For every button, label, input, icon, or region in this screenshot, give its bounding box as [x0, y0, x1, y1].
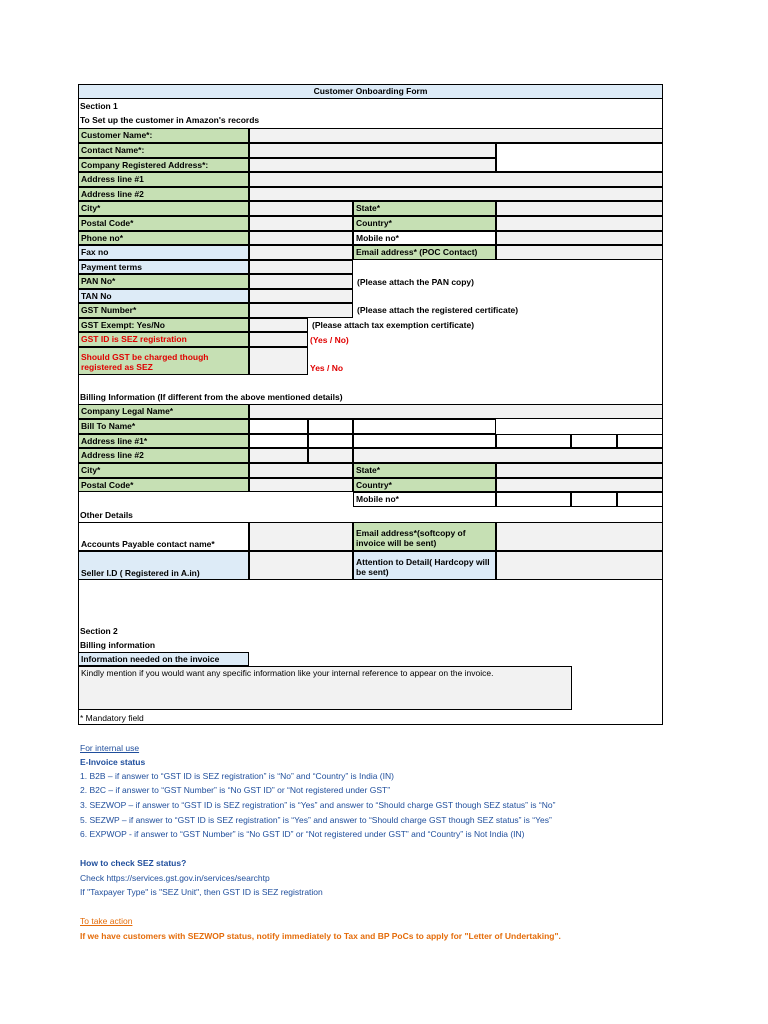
- address-line1-label: Address line #1: [78, 172, 249, 187]
- take-action-text: If we have customers with SEZWOP status, notify immediately to Tax and BP PoCs to apply for "Letter of Undertaking".: [80, 931, 561, 941]
- section1-label: Section 1: [80, 101, 118, 111]
- contact-extra-cell: [496, 143, 663, 172]
- address-line1-field[interactable]: [249, 172, 663, 187]
- b-city-field[interactable]: [249, 463, 353, 478]
- gst-note: (Please attach the registered certificate): [357, 305, 519, 315]
- gst-exempt-label: GST Exempt: Yes/No: [78, 318, 249, 332]
- postal-code-field[interactable]: [249, 216, 353, 231]
- rule-b2b: 1. B2B – if answer to “GST ID is SEZ registration” is “No” and “Country” is India (IN): [80, 771, 394, 781]
- company-legal-label: Company Legal Name*: [78, 404, 249, 419]
- gst-sez-label: GST ID is SEZ registration: [78, 332, 249, 347]
- rule-sezwop: 3. SEZWOP – if answer to “GST ID is SEZ registration” is “Yes” and answer to “Should charge GST though SEZ status” is “No”: [80, 800, 556, 810]
- contact-name-label: Contact Name*:: [78, 143, 249, 158]
- b-postal-field[interactable]: [249, 478, 353, 492]
- take-action-heading: To take action: [80, 916, 133, 926]
- bill-to-cell2[interactable]: [308, 419, 353, 434]
- company-address-label: Company Registered Address*:: [78, 158, 249, 172]
- b-mobile-cell2[interactable]: [571, 492, 617, 507]
- b-address1-cell2[interactable]: [308, 434, 353, 448]
- gst-exempt-field[interactable]: [249, 318, 308, 332]
- sez-if-note: If "Taxpayer Type" is "SEZ Unit", then GST ID is SEZ registration: [80, 887, 323, 897]
- state-label: State*: [353, 201, 496, 216]
- b-address1-cell6[interactable]: [617, 434, 663, 448]
- section1-desc: To Set up the customer in Amazon's records: [80, 115, 260, 125]
- city-label: City*: [78, 201, 249, 216]
- sez-question: How to check SEZ status?: [80, 858, 187, 868]
- invoice-info-field[interactable]: Kindly mention if you would want any specific information like your internal reference to appear on the invoice.: [78, 666, 572, 710]
- email-softcopy-field[interactable]: [496, 522, 663, 551]
- attention-field[interactable]: [496, 551, 663, 580]
- pan-label: PAN No*: [78, 274, 249, 289]
- billing-info-label: Billing information: [80, 640, 156, 650]
- info-invoice-label: Information needed on the invoice: [78, 652, 249, 666]
- phone-label: Phone no*: [78, 231, 249, 245]
- b-country-field[interactable]: [496, 478, 663, 492]
- gst-sez-yesno: (Yes / No): [310, 335, 349, 345]
- pan-note: (Please attach the PAN copy): [357, 277, 474, 287]
- ap-contact-label: Accounts Payable contact name*: [78, 522, 249, 551]
- billing-header: Billing Information (If different from the above mentioned details): [80, 392, 343, 402]
- payment-terms-field[interactable]: [249, 260, 353, 274]
- gst-sez-field[interactable]: [249, 332, 308, 347]
- gst-number-label: GST Number*: [78, 303, 249, 318]
- b-mobile-label: Mobile no*: [353, 492, 496, 507]
- b-address2-cell3[interactable]: [353, 448, 663, 463]
- sez-check-link[interactable]: Check https://services.gst.gov.in/services/searchtp: [80, 873, 270, 883]
- b-address1-cell4[interactable]: [496, 434, 571, 448]
- fax-field[interactable]: [249, 245, 353, 260]
- b-postal-label: Postal Code*: [78, 478, 249, 492]
- b-mobile-cell1[interactable]: [496, 492, 571, 507]
- bill-to-cell1[interactable]: [249, 419, 308, 434]
- company-address-field[interactable]: [249, 158, 496, 172]
- tan-label: TAN No: [78, 289, 249, 303]
- section2-label: Section 2: [80, 626, 118, 636]
- b-state-field[interactable]: [496, 463, 663, 478]
- state-field[interactable]: [496, 201, 663, 216]
- address-line2-field[interactable]: [249, 187, 663, 201]
- bill-to-label: Bill To Name*: [78, 419, 249, 434]
- ap-contact-field[interactable]: [249, 522, 353, 551]
- b-address1-cell1[interactable]: [249, 434, 308, 448]
- attention-label: Attention to Detail( Hardcopy will be sent): [353, 551, 496, 580]
- b-address2-cell2[interactable]: [308, 448, 353, 463]
- customer-name-field[interactable]: [249, 128, 663, 143]
- customer-name-label: Customer Name*:: [78, 128, 249, 143]
- b-address1-cell5[interactable]: [571, 434, 617, 448]
- postal-code-label: Postal Code*: [78, 216, 249, 231]
- b-state-label: State*: [353, 463, 496, 478]
- address-line2-label: Address line #2: [78, 187, 249, 201]
- rule-sezwp: 5. SEZWP – if answer to “GST ID is SEZ registration” is “Yes” and answer to “Should charge GST though SEZ status” is “Yes”: [80, 815, 552, 825]
- rule-expwop: 6. EXPWOP - if answer to “GST Number” is “No GST ID” or “Not registered under GST” and “Country” is Not India (IN): [80, 829, 525, 839]
- b-city-label: City*: [78, 463, 249, 478]
- tan-field[interactable]: [249, 289, 353, 303]
- company-legal-field[interactable]: [249, 404, 663, 419]
- seller-id-field[interactable]: [249, 551, 353, 580]
- contact-name-field[interactable]: [249, 143, 496, 158]
- fax-label: Fax no: [78, 245, 249, 260]
- b-address2-label: Address line #2: [78, 448, 249, 463]
- b-address1-label: Address line #1*: [78, 434, 249, 448]
- pan-field[interactable]: [249, 274, 353, 289]
- email-softcopy-label: Email address*(softcopy of invoice will be sent): [353, 522, 496, 551]
- gst-exempt-note: (Please attach tax exemption certificate): [312, 320, 475, 330]
- city-field[interactable]: [249, 201, 353, 216]
- payment-terms-label: Payment terms: [78, 260, 249, 274]
- gst-charge-field[interactable]: [249, 347, 308, 375]
- phone-field[interactable]: [249, 231, 353, 245]
- form-title: Customer Onboarding Form: [78, 84, 663, 99]
- bill-to-cell3[interactable]: [353, 419, 496, 434]
- mandatory-note: * Mandatory field: [80, 713, 144, 723]
- gst-charge-label: Should GST be charged though registered as SEZ: [78, 347, 249, 375]
- other-details-label: Other Details: [80, 510, 133, 520]
- rule-b2c: 2. B2C – if answer to “GST Number” is “No GST ID” or “Not registered under GST”: [80, 785, 391, 795]
- gst-number-field[interactable]: [249, 303, 353, 318]
- mobile-field[interactable]: [496, 231, 663, 245]
- country-field[interactable]: [496, 216, 663, 231]
- b-address2-cell1[interactable]: [249, 448, 308, 463]
- country-label: Country*: [353, 216, 496, 231]
- einvoice-heading: E-Invoice status: [80, 757, 146, 767]
- seller-id-label: Seller I.D ( Registered in A.in): [78, 551, 249, 580]
- b-address1-cell3[interactable]: [353, 434, 496, 448]
- b-country-label: Country*: [353, 478, 496, 492]
- gst-charge-yesno: Yes / No: [310, 363, 344, 373]
- b-mobile-cell3[interactable]: [617, 492, 663, 507]
- email-poc-label: Email address* (POC Contact): [353, 245, 496, 260]
- mobile-label: Mobile no*: [353, 231, 496, 245]
- email-poc-field[interactable]: [496, 245, 663, 260]
- internal-use-link[interactable]: For internal use: [80, 743, 140, 753]
